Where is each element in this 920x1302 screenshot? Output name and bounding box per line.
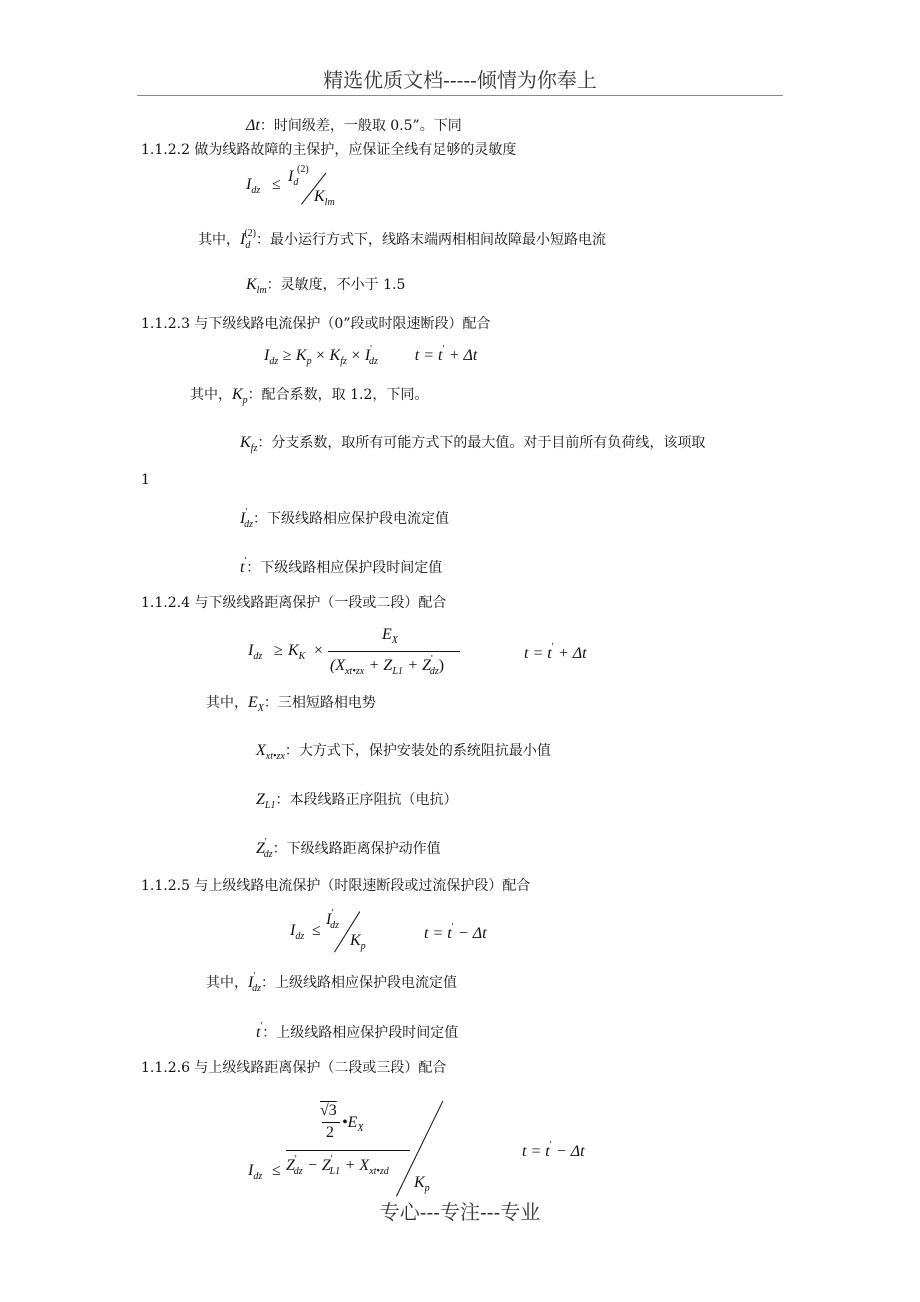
def-text: ：配合系数，取 1.2，下同。 xyxy=(247,387,429,403)
f2-times: × xyxy=(316,347,326,364)
f2-K2-sub: fz xyxy=(340,356,347,367)
delta-t-symbol: Δt xyxy=(246,117,260,134)
f3-I: I xyxy=(248,642,254,659)
f5-inner-bar xyxy=(322,1122,340,1123)
f2-K: K xyxy=(295,347,307,364)
f4-t-sup: ' xyxy=(451,922,454,933)
f2-t: t = t xyxy=(414,347,443,364)
f5-Z2-sub: L1 xyxy=(329,1166,341,1177)
def-E-X xyxy=(206,692,376,714)
section-heading-1-1-2-6: 1.1.2.6 与上级线路距离保护（二段或三段）配合 xyxy=(141,1060,447,1076)
def-text: ：下级线路相应保护段电流定值 xyxy=(253,511,450,527)
sym-t: t xyxy=(240,559,245,576)
section-heading-1-1-2-4: 1.1.2.4 与下级线路距离保护（一段或二段）配合 xyxy=(141,595,447,611)
f4-num-sup: ' xyxy=(331,908,334,919)
section-heading-1-1-2-3: 1.1.2.3 与下级线路电流保护（0”段或时限速断段）配合 xyxy=(141,316,491,332)
formula-current-coordination-upper xyxy=(290,906,510,956)
sym-I: I xyxy=(248,974,254,991)
sym-E: E xyxy=(248,694,258,711)
f3-rel: ≥ xyxy=(274,642,283,659)
f4-den: K xyxy=(350,932,361,949)
f5-Z2-sup: ' xyxy=(330,1154,333,1165)
f5-t-tail: − Δt xyxy=(555,1143,585,1160)
f5-rel: ≤ xyxy=(272,1162,281,1179)
f5-Z-sup: ' xyxy=(294,1154,297,1165)
sym-I: I xyxy=(240,231,246,248)
f3-den-Z2: + Z xyxy=(407,657,432,674)
formula-distance-coordination-lower xyxy=(248,624,608,680)
f2-K-sub: p xyxy=(306,356,312,367)
f5-I-sub: dz xyxy=(253,1171,263,1182)
f5-E: •E xyxy=(342,1114,358,1131)
f3-times: × xyxy=(314,642,324,659)
sym-sup: ' xyxy=(245,507,248,518)
f4-num: I xyxy=(326,911,332,928)
def-K-fz xyxy=(240,432,705,454)
f4-t: t = t xyxy=(424,925,452,942)
f1-rel: ≤ xyxy=(272,176,281,193)
f2-I: I xyxy=(264,347,270,364)
section-heading-1-1-2-5: 1.1.2.5 与上级线路电流保护（时限速断段或过流保护段）配合 xyxy=(141,878,531,894)
f5-X: + X xyxy=(344,1157,370,1174)
delta-t-definition xyxy=(246,115,462,135)
f3-K-sub: K xyxy=(298,651,306,662)
sym-X: X xyxy=(256,742,266,759)
f3-E-sub: X xyxy=(391,635,398,646)
f4-I-sub: dz xyxy=(295,931,305,942)
f3-I-sub: dz xyxy=(253,651,263,662)
def-text: ：上级线路相应保护段时间定值 xyxy=(262,1025,459,1041)
f5-E-sub: X xyxy=(357,1123,364,1134)
sym-sub: lm xyxy=(256,285,267,296)
sym-sup: (2) xyxy=(244,228,256,239)
f4-t-tail: − Δt xyxy=(457,925,487,942)
sym-sub: p xyxy=(242,395,248,406)
def-text: ：本段线路正序阻抗（电抗） xyxy=(275,792,458,808)
f5-Z2: − Z xyxy=(307,1157,331,1174)
sym-I: I xyxy=(240,510,246,527)
f2-times2: × xyxy=(351,347,361,364)
f5-Z-sub: dz xyxy=(293,1166,303,1177)
f3-den-Z2-sub: dz xyxy=(429,666,439,677)
def-text: ：分支系数，取所有可能方式下的最大值。对于目前所有负荷线，该项取 xyxy=(257,435,706,451)
f5-X-sub: xt•zd xyxy=(369,1166,389,1177)
f5-I: I xyxy=(248,1162,254,1179)
def-K-lm xyxy=(246,274,405,296)
delta-t-text: ：时间级差，一般取 0.5”。下同 xyxy=(259,118,462,134)
section-heading-1-1-2-2: 1.1.2.2 做为线路故障的主保护，应保证全线有足够的灵敏度 xyxy=(141,142,517,158)
def-K-p xyxy=(190,384,428,406)
f1-lhs: I xyxy=(246,176,252,193)
f3-den-X: (X xyxy=(330,657,346,674)
f3-den-Z-sub: L1 xyxy=(392,666,403,677)
sym-K: K xyxy=(232,386,243,403)
def-I-dz-lower xyxy=(240,507,449,530)
def-t-lower xyxy=(240,556,442,577)
formula-sensitivity xyxy=(246,164,366,212)
f2-t-sup: ' xyxy=(442,344,445,355)
f4-I: I xyxy=(290,922,296,939)
sym-sub: d xyxy=(245,240,251,251)
page-header: 精选优质文档-----倾情为你奉上 xyxy=(323,68,597,92)
where-label: 其中， xyxy=(190,387,232,403)
sym-sup: ' xyxy=(260,1021,263,1032)
def-text: ：下级线路相应保护段时间定值 xyxy=(246,560,443,576)
formula-current-coordination-lower xyxy=(264,344,477,367)
def-t-upper xyxy=(256,1021,458,1042)
def-X-xtzx xyxy=(256,740,551,762)
f5-t-sup: ' xyxy=(549,1140,552,1151)
f1-num-sub: d xyxy=(293,177,299,188)
f2-K2: K xyxy=(329,347,341,364)
header-rule xyxy=(137,95,783,96)
sym-sub: fz xyxy=(250,443,258,454)
f5-two: 2 xyxy=(326,1124,334,1141)
sym-t: t xyxy=(256,1024,261,1041)
def-text: ：灵敏度，不小于 1.5 xyxy=(266,277,406,293)
f5-t: t = t xyxy=(522,1143,550,1160)
f1-num-sup: (2) xyxy=(297,164,309,175)
def-text: ：大方式下，保护安装处的系统阻抗最小值 xyxy=(284,743,551,759)
f5-den-sub: p xyxy=(424,1183,430,1194)
f5-den: K xyxy=(414,1174,425,1191)
sym-K: K xyxy=(246,276,257,293)
def-Z-L1 xyxy=(256,789,457,811)
sym-sub: dz xyxy=(252,983,262,994)
f4-num-sub: dz xyxy=(330,920,340,931)
def-I-dz-upper xyxy=(206,971,457,994)
def-text: ：下级线路距离保护动作值 xyxy=(272,841,441,857)
f2-I2: I xyxy=(364,347,371,364)
f2-I2-sub: dz xyxy=(368,356,378,367)
f2-rel: ≥ xyxy=(282,347,292,364)
sym-sub: dz xyxy=(244,519,254,530)
sym-sub: xt•zx xyxy=(265,751,285,762)
def-K-fz-cont: 1 xyxy=(141,472,150,488)
f2-I-sub: dz xyxy=(269,356,279,367)
def-text: ：三相短路相电势 xyxy=(263,695,376,711)
f3-den-X-sub: xt•zx xyxy=(345,666,365,677)
f3-t: t = t xyxy=(524,645,552,662)
where-label: 其中， xyxy=(198,232,240,248)
f4-rel: ≤ xyxy=(312,922,321,939)
where-label: 其中， xyxy=(206,975,248,991)
f3-den-Z: + Z xyxy=(368,657,393,674)
def-text: ：上级线路相应保护段电流定值 xyxy=(261,975,458,991)
def-I-d2 xyxy=(198,228,606,251)
f3-t-sup: ' xyxy=(551,642,554,653)
f3-den-Z2-sup: ' xyxy=(431,654,433,665)
formula-distance-coordination-upper xyxy=(248,1100,608,1200)
f1-lhs-sub: dz xyxy=(251,185,261,196)
f1-den-sub: lm xyxy=(324,197,335,208)
sym-sup: ' xyxy=(253,971,256,982)
sym-K: K xyxy=(240,434,251,451)
f3-E: E xyxy=(382,626,392,643)
sym-Z: Z xyxy=(256,840,265,857)
f3-K: K xyxy=(288,642,299,659)
f4-den-sub: p xyxy=(360,941,366,952)
def-text: ：最小运行方式下，线路末端两相相间故障最小短路电流 xyxy=(256,232,606,248)
f3-t-tail: + Δt xyxy=(557,645,587,662)
f5-main-bar xyxy=(286,1150,410,1151)
sym-sup: ' xyxy=(244,556,247,567)
sym-sub: L1 xyxy=(264,800,276,811)
sym-Z: Z xyxy=(256,791,265,808)
f3-den-close: ) xyxy=(438,657,445,674)
f1-num: I xyxy=(288,168,294,185)
where-label: 其中， xyxy=(206,695,248,711)
def-Z-dz xyxy=(256,837,441,860)
sym-sub: X xyxy=(257,703,264,714)
f5-Z: Z xyxy=(286,1157,295,1174)
page-footer: 专心---专注---专业 xyxy=(379,1200,541,1224)
f2-I2-sup: ' xyxy=(370,344,372,355)
f2-t-tail: + Δt xyxy=(448,347,478,364)
f3-fraction-bar xyxy=(328,651,460,652)
f5-sqrt3: √3 xyxy=(320,1102,337,1119)
f1-den: K xyxy=(314,188,325,205)
sym-sup: ' xyxy=(264,837,267,848)
sym-sub: dz xyxy=(263,849,273,860)
